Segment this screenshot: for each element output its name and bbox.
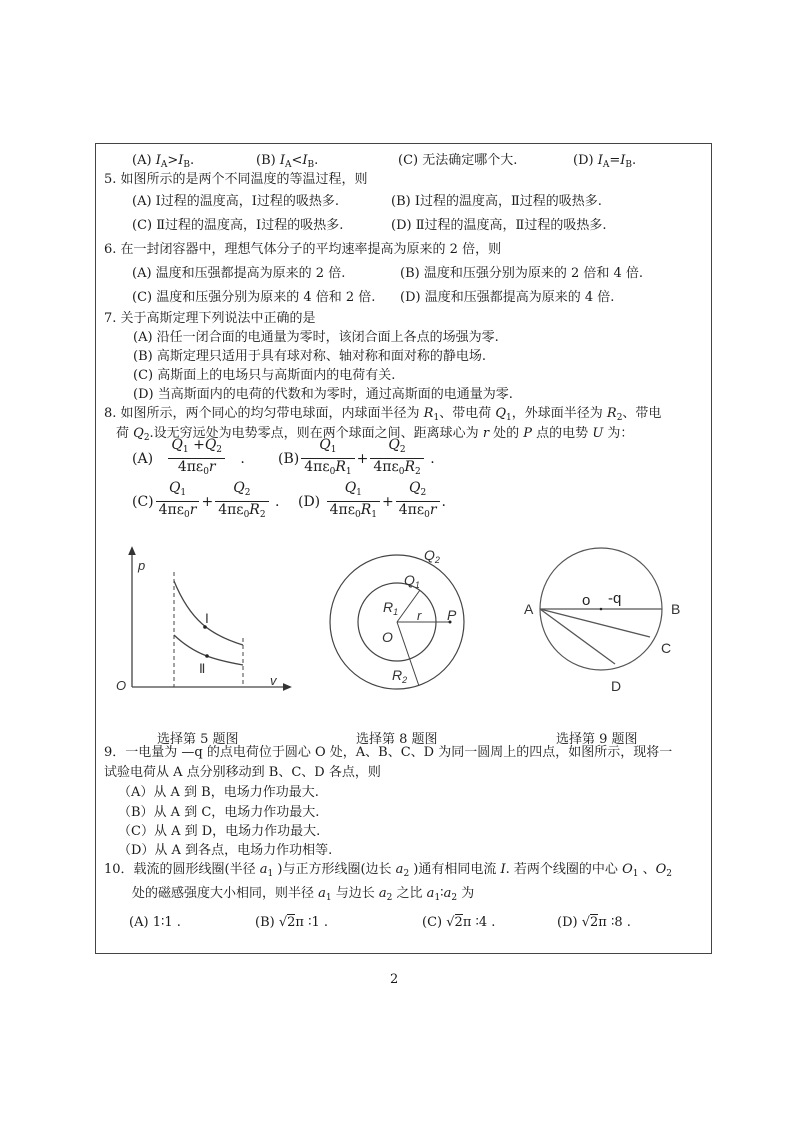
label-Q2: $Q_2$ xyxy=(424,547,440,565)
fig9-circle-chords xyxy=(515,545,705,695)
q10-option-d: (D) √2π ∶8 . xyxy=(557,915,631,930)
q4-option-c: (C) 无法确定哪个大. xyxy=(398,153,518,168)
label-R1: $R_1$ xyxy=(383,599,399,617)
q7-option-b: (B) 高斯定理只适用于具有球对称、轴对称和面对称的静电场. xyxy=(133,349,486,364)
p-label: p xyxy=(138,558,146,573)
q8-stem-line1: 8. 如图所示，两个同心的均匀带电球面，内球面半径为 $R_1$、带电荷 $Q_1$，外球面半径为 $R_2$、带电 xyxy=(104,406,662,423)
q6-option-b: (B) 温度和压强分别为原来的 2 倍和 4 倍. xyxy=(400,266,644,281)
q7-option-a: (A) 沿任一闭合面的电通量为零时，该闭合面上各点的场强为零. xyxy=(133,330,499,345)
q7-option-d: (D) 当高斯面内的电荷的代数和为零时，通过高斯面的电通量为零. xyxy=(133,387,513,402)
q6-option-d: (D) 温度和压强都提高为原来的 4 倍. xyxy=(400,290,615,305)
point-C-label: C xyxy=(661,640,672,656)
q5-option-b: (B) Ⅰ过程的温度高，Ⅱ过程的吸热多. xyxy=(391,194,602,209)
q8-stem-line2: 荷 $Q_2$.设无穷远处为电势零点，则在两个球面之间、距离球心为 r 处的 P 点的电势 U 为： xyxy=(116,426,634,443)
q9-option-b: （B）从 A 到 C，电场力作功最大. xyxy=(118,805,320,820)
q7-option-c: (C) 高斯面上的电场只与高斯面内的电荷有关. xyxy=(133,368,396,383)
fig8-caption: 选择第 8 题图 xyxy=(356,732,438,747)
q10-option-a: (A) 1∶1 . xyxy=(129,915,181,930)
chord-AD xyxy=(540,609,615,664)
charge-label: -q xyxy=(608,590,622,607)
fig5-caption: 选择第 5 题图 xyxy=(157,732,239,747)
label-R2: $R_2$ xyxy=(392,667,408,685)
v-label: v xyxy=(270,673,277,688)
label-r: r xyxy=(417,608,422,623)
fraction: $\frac{Q_1 +Q_2}{4\pi\varepsilon_0r}$ xyxy=(168,437,225,480)
point-A-label: A xyxy=(524,601,534,617)
curve-I-label: Ⅰ xyxy=(205,611,209,626)
page-number: 2 xyxy=(390,972,399,987)
q8-option-c: (C) $\frac{Q_1}{4\pi\varepsilon_0r}$ + $\frac{Q_2}{4\pi\varepsilon_0R_2}$ . xyxy=(132,480,280,520)
q9-stem-line2: 试验电荷从 A 点分别移动到 B、C、D 各点，则 xyxy=(104,765,381,780)
q6-option-c: (C) 温度和压强分别为原来的 4 倍和 2 倍. xyxy=(132,290,376,305)
point-D-label: D xyxy=(611,678,622,694)
fig5-pv-diagram xyxy=(110,540,300,700)
q9-option-a: （A）从 A 到 B，电场力作功最大. xyxy=(118,785,319,800)
q10-stem-line2: 处的磁感强度大小相同，则半径 $a_1$ 与边长 $a_2$ 之比 $a_1∶a_2$ 为 xyxy=(132,886,475,903)
q8-option-b: (B) $\frac{Q_1}{4\pi\varepsilon_0R_1}$ + $\frac{Q_2}{4\pi\varepsilon_0R_2}$ . xyxy=(278,437,435,477)
fig9-caption: 选择第 9 题图 xyxy=(556,732,638,747)
q9-stem-line1: 9．一电量为 —q 的点电荷位于圆心 O 处，A、B、C、D 为同一圆周上的四点，如图所示，现将一 xyxy=(104,745,673,760)
q10-option-b: (B) √2π ∶1 . xyxy=(255,915,329,930)
q6-option-a: (A) 温度和压强都提高为原来的 2 倍. xyxy=(132,266,346,281)
q4-option-d: (D) $I_A=I_B$. xyxy=(573,153,637,170)
q5-option-c: (C) Ⅱ过程的温度高，Ⅰ过程的吸热多. xyxy=(132,218,344,233)
chord-AC xyxy=(540,609,650,637)
q7-stem: 7. 关于高斯定理下列说法中正确的是 xyxy=(104,311,316,326)
q9-option-d: （D）从 A 到各点，电场力作功相等. xyxy=(118,843,333,858)
curve-II-label: Ⅱ xyxy=(199,661,206,676)
point-B-label: B xyxy=(671,601,681,617)
q8-option-d: (D) $\frac{Q_1}{4\pi\varepsilon_0R_1}$ + $\frac{Q_2}{4\pi\varepsilon_0r}$ . xyxy=(298,480,446,520)
center-point xyxy=(600,608,603,611)
q5-stem: 5. 如图所示的是两个不同温度的等温过程，则 xyxy=(104,172,368,187)
q10-stem-line1: 10．载流的圆形线圈(半径 $a_1$ )与正方形线圈(边长 $a_2$ )通有相同电流 I. 若两个线圈的中心 $O_1$ 、$O_2$ xyxy=(104,862,673,879)
label-Q1: $Q_1$ xyxy=(404,572,420,590)
center-label: o xyxy=(582,592,591,609)
q4-option-a: (A) $I_A>I_B$. xyxy=(132,153,195,170)
q5-option-a: (A) Ⅰ过程的温度高，Ⅰ过程的吸热多. xyxy=(132,194,340,209)
fig8-concentric-spheres xyxy=(320,540,480,690)
label-P: P xyxy=(447,607,457,623)
isotherm-II xyxy=(174,635,243,665)
q6-stem: 6. 在一封闭容器中，理想气体分子的平均速率提高为原来的 2 倍，则 xyxy=(104,242,502,257)
origin-label: O xyxy=(116,678,127,693)
label-O: O xyxy=(382,629,393,645)
q4-option-b: (B) $I_A<I_B$. xyxy=(256,153,319,170)
q5-option-d: (D) Ⅱ过程的温度高，Ⅱ过程的吸热多. xyxy=(391,218,607,233)
point-II xyxy=(205,654,209,658)
q8-option-a: (A) $\frac{Q_1 +Q_2}{4\pi\varepsilon_0r}$ . xyxy=(132,437,245,480)
q9-option-c: （C）从 A 到 D，电场力作功最大. xyxy=(118,824,321,839)
q10-option-c: (C) √2π ∶4 . xyxy=(422,915,496,930)
